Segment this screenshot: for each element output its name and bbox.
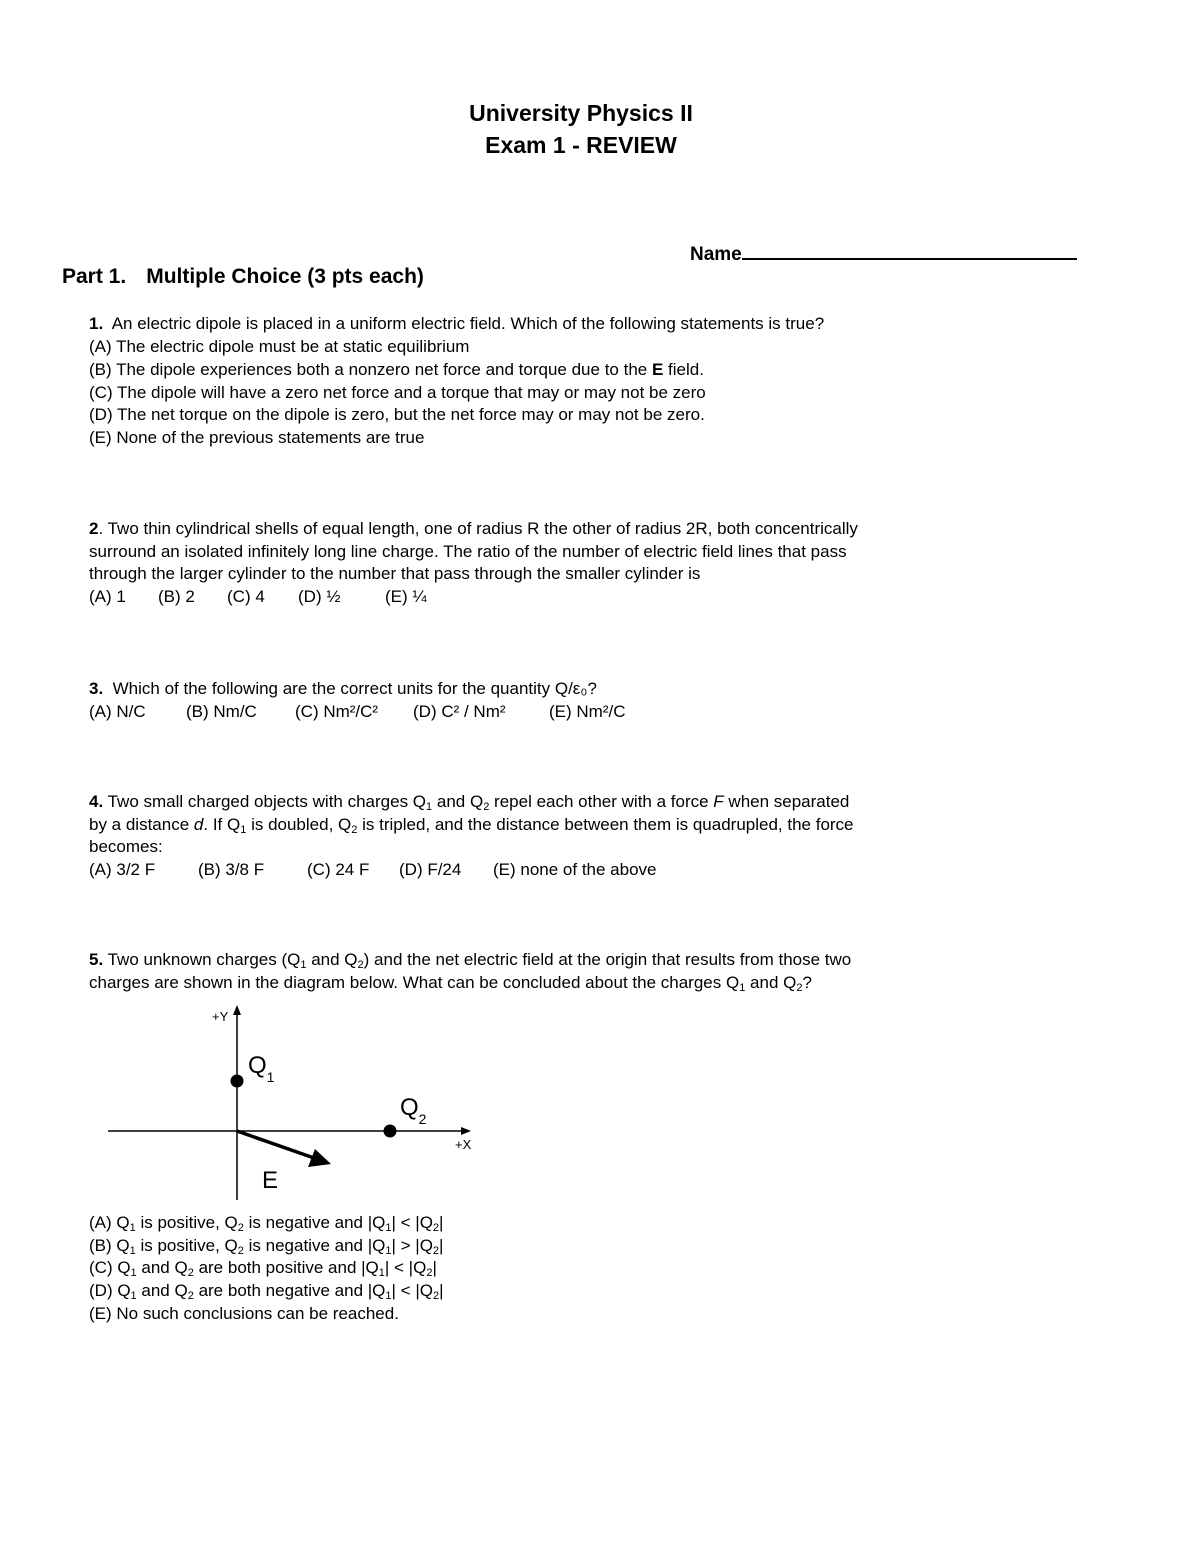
q3-number: 3. bbox=[89, 679, 104, 698]
q1-option-b-text: (B) The dipole experiences both a nonzero net force and torque due to the bbox=[89, 360, 652, 379]
subscript: 2 bbox=[432, 1245, 440, 1257]
q1-option-d: (D) The net torque on the dipole is zero, but the net force may or may not be zero. bbox=[89, 405, 705, 424]
subscript: 2 bbox=[796, 982, 803, 994]
q5-option-c bbox=[89, 1256, 437, 1279]
q4-force-symbol: F bbox=[713, 792, 724, 811]
q5-text-a: Two unknown charges (Q bbox=[103, 950, 301, 969]
q1-label bbox=[248, 1052, 275, 1085]
q4-line-2 bbox=[89, 813, 854, 836]
q2-option-e: (E) ¼ bbox=[385, 587, 427, 606]
q3-option-c: (C) Nm²/C² bbox=[295, 702, 379, 721]
q5b-part: | bbox=[439, 1236, 444, 1255]
q1-option-a: (A) The electric dipole must be at static equilibrium bbox=[89, 337, 470, 356]
field-vector-shaft bbox=[237, 1131, 314, 1158]
x-axis-label: +X bbox=[455, 1137, 472, 1152]
q5-text-c: ) and the net electric field at the origin that results from those two bbox=[363, 950, 852, 969]
y-axis-arrowhead bbox=[233, 1005, 241, 1015]
q2-subscript: 2 bbox=[418, 1111, 427, 1127]
subscript: 1 bbox=[130, 1267, 137, 1279]
q5-text-b: and Q bbox=[306, 950, 358, 969]
q4-text-f: . If Q bbox=[203, 815, 241, 834]
q4-option-b: (B) 3/8 F bbox=[198, 860, 265, 879]
charge-field-diagram bbox=[100, 1003, 480, 1208]
q1-stem bbox=[89, 312, 824, 335]
q5a-part: is positive, Q bbox=[135, 1213, 238, 1232]
q5-option-b bbox=[89, 1234, 443, 1257]
subscript: 2 bbox=[483, 801, 490, 813]
q5c-part: | bbox=[432, 1258, 437, 1277]
subscript: 1 bbox=[739, 982, 746, 994]
subscript: 1 bbox=[378, 1267, 385, 1279]
subscript: 2 bbox=[432, 1290, 440, 1302]
subscript: 1 bbox=[426, 801, 433, 813]
part-label: Part 1. bbox=[62, 265, 127, 288]
q4-option-a: (A) 3/2 F bbox=[89, 860, 156, 879]
q2-letter: Q bbox=[400, 1094, 419, 1121]
subscript: 2 bbox=[187, 1290, 194, 1302]
q2-option-b: (B) 2 bbox=[158, 587, 195, 606]
subscript: 2 bbox=[237, 1222, 244, 1234]
q5a-part: (A) Q bbox=[89, 1213, 130, 1232]
q5d-part: | bbox=[439, 1281, 444, 1300]
q5c-part: | < |Q bbox=[384, 1258, 427, 1277]
q2-option-a: (A) 1 bbox=[89, 587, 126, 606]
q1-subscript: 1 bbox=[266, 1069, 275, 1085]
q5a-part: | < |Q bbox=[391, 1213, 433, 1232]
q5-text-e: and Q bbox=[745, 973, 797, 992]
subscript: 1 bbox=[129, 1222, 136, 1234]
q3-option-d: (D) C² / Nm² bbox=[413, 702, 506, 721]
field-label: E bbox=[262, 1167, 279, 1194]
subscript: 1 bbox=[130, 1290, 137, 1302]
q3-stem bbox=[89, 677, 597, 700]
q1-number: 1. bbox=[89, 314, 104, 333]
q5a-part: | bbox=[439, 1213, 444, 1232]
charge-q1-dot bbox=[231, 1075, 244, 1088]
q4-text-h: is tripled, and the distance between them is quadrupled, the force bbox=[357, 815, 854, 834]
q4-line-1 bbox=[89, 790, 849, 813]
page-subtitle: Exam 1 - REVIEW bbox=[485, 132, 677, 158]
q4-text-c: repel each other with a force bbox=[489, 792, 714, 811]
subscript: 1 bbox=[385, 1290, 392, 1302]
q4-text-d: when separated bbox=[723, 792, 850, 811]
q5d-part: (D) Q bbox=[89, 1281, 131, 1300]
q5-option-d bbox=[89, 1279, 444, 1302]
q5-option-e: (E) No such conclusions can be reached. bbox=[89, 1304, 399, 1323]
q5d-part: are both negative and |Q bbox=[193, 1281, 386, 1300]
q1-option-e: (E) None of the previous statements are true bbox=[89, 428, 425, 447]
subscript: 1 bbox=[385, 1245, 392, 1257]
q3-text: Which of the following are the correct units for the quantity Q/ε₀? bbox=[112, 679, 597, 698]
q5b-part: is negative and |Q bbox=[243, 1236, 386, 1255]
q2-number: 2 bbox=[89, 519, 99, 538]
subscript: 1 bbox=[129, 1245, 136, 1257]
q4-text-b: and Q bbox=[432, 792, 484, 811]
q1-text: An electric dipole is placed in a uniform electric field. Which of the following statements is true? bbox=[111, 314, 825, 333]
q5d-part: | < |Q bbox=[391, 1281, 433, 1300]
q3-option-e: (E) Nm²/C bbox=[549, 702, 626, 721]
q5-line-2 bbox=[89, 971, 812, 994]
q2-option-c: (C) 4 bbox=[227, 587, 265, 606]
q5b-part: (B) Q bbox=[89, 1236, 130, 1255]
name-blank[interactable] bbox=[742, 240, 1077, 260]
q2-options bbox=[89, 585, 427, 608]
subscript: 1 bbox=[240, 824, 247, 836]
subscript: 2 bbox=[351, 824, 358, 836]
q5-text-d: charges are shown in the diagram below. What can be concluded about the charges Q bbox=[89, 973, 740, 992]
q2-text-1: . Two thin cylindrical shells of equal length, one of radius R the other of radius 2R, both concentrically bbox=[98, 519, 858, 538]
q4-option-e: (E) none of the above bbox=[493, 860, 657, 879]
q1-option-b-bold: E bbox=[651, 360, 664, 379]
q5-text-f: ? bbox=[802, 973, 812, 992]
q1-option-c: (C) The dipole will have a zero net force and a torque that may or may not be zero bbox=[89, 383, 706, 402]
q2-option-d: (D) ½ bbox=[298, 587, 341, 606]
q4-option-c: (C) 24 F bbox=[307, 860, 370, 879]
q2-line-3: through the larger cylinder to the number that pass through the smaller cylinder is bbox=[89, 564, 701, 583]
page-title: University Physics II bbox=[469, 100, 693, 126]
part-heading bbox=[62, 265, 424, 289]
y-axis-label: +Y bbox=[212, 1009, 229, 1024]
subscript: 2 bbox=[426, 1267, 433, 1279]
name-label: Name bbox=[690, 244, 742, 265]
q5-line-1 bbox=[89, 948, 851, 971]
q5c-part: (C) Q bbox=[89, 1258, 131, 1277]
q5c-part: and Q bbox=[136, 1258, 188, 1277]
charge-q2-dot bbox=[384, 1125, 397, 1138]
q5-option-a bbox=[89, 1211, 443, 1234]
q3-option-a: (A) N/C bbox=[89, 702, 146, 721]
q4-distance-symbol: d bbox=[193, 815, 204, 834]
q3-options bbox=[89, 700, 625, 723]
subscript: 1 bbox=[385, 1222, 392, 1234]
q4-text-g: is doubled, Q bbox=[246, 815, 352, 834]
q4-text-a: Two small charged objects with charges Q bbox=[103, 792, 427, 811]
subscript: 2 bbox=[432, 1222, 440, 1234]
q1-option-b bbox=[89, 358, 704, 381]
x-axis-arrowhead bbox=[461, 1127, 471, 1135]
subscript: 2 bbox=[357, 959, 364, 971]
q5c-part: are both positive and |Q bbox=[193, 1258, 379, 1277]
q2-line-1 bbox=[89, 517, 858, 540]
q4-line-3: becomes: bbox=[89, 837, 163, 856]
q5b-part: is positive, Q bbox=[135, 1236, 238, 1255]
q4-text-e: by a distance bbox=[89, 815, 194, 834]
q1-option-b-end: field. bbox=[663, 360, 704, 379]
q5a-part: is negative and |Q bbox=[243, 1213, 386, 1232]
subscript: 1 bbox=[300, 959, 307, 971]
q1-letter: Q bbox=[248, 1052, 267, 1079]
q4-number: 4. bbox=[89, 792, 104, 811]
q3-option-b: (B) Nm/C bbox=[186, 702, 257, 721]
q5b-part: | > |Q bbox=[391, 1236, 433, 1255]
q2-line-2: surround an isolated infinitely long line charge. The ratio of the number of electric field lines that pass bbox=[89, 542, 847, 561]
q5d-part: and Q bbox=[136, 1281, 188, 1300]
q5-number: 5. bbox=[89, 950, 104, 969]
name-field[interactable] bbox=[690, 240, 1077, 266]
subscript: 2 bbox=[187, 1267, 194, 1279]
q4-option-d: (D) F/24 bbox=[399, 860, 462, 879]
q2-label bbox=[400, 1094, 427, 1127]
part-title: Multiple Choice (3 pts each) bbox=[146, 265, 424, 288]
subscript: 2 bbox=[237, 1245, 244, 1257]
q4-options bbox=[89, 858, 657, 881]
